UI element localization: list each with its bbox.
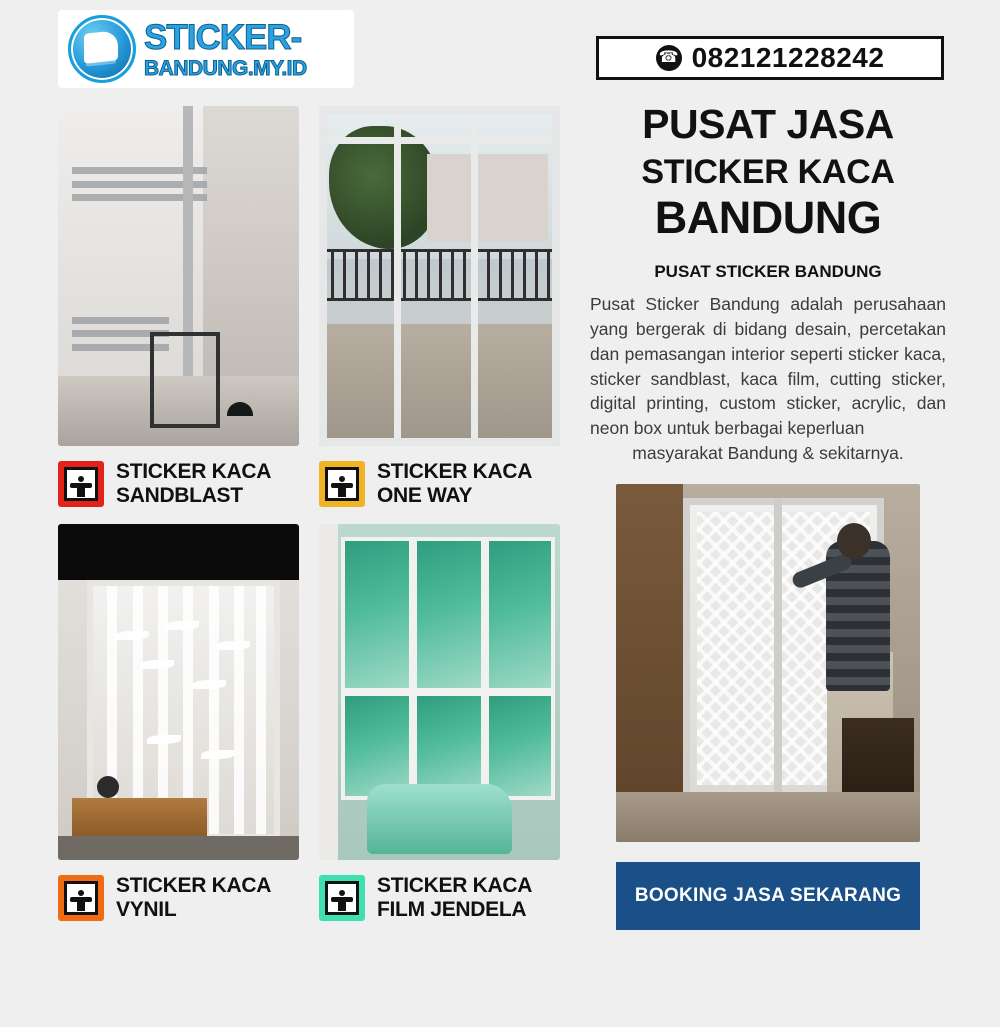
about-paragraph-last-line: masyarakat Bandung & sekitarnya. (632, 443, 904, 464)
service-title-line1: STICKER KACA (116, 874, 272, 898)
phone-number: 082121228242 (691, 42, 885, 73)
booking-cta-label: BOOKING JASA SEKARANG (634, 884, 902, 906)
service-caption (319, 874, 560, 922)
headline-line2: STICKER KACA (641, 153, 895, 191)
about-subheading: PUSAT STICKER BANDUNG (654, 262, 882, 281)
headline-line1: PUSAT JASA (642, 101, 894, 147)
window-installer-icon (58, 875, 104, 921)
service-grid (58, 106, 560, 938)
headline-line3: BANDUNG (654, 192, 882, 243)
booking-cta-button[interactable] (616, 862, 920, 930)
about-paragraph (588, 292, 948, 466)
service-caption (58, 460, 299, 508)
brand-logo[interactable] (58, 10, 354, 88)
service-title-line1: STICKER KACA (377, 460, 533, 484)
vynil-bamboo-window-photo (58, 524, 299, 860)
green-window-film-photo (319, 524, 560, 860)
service-card-sandblast[interactable] (58, 106, 299, 524)
service-title (377, 460, 532, 507)
right-column (588, 36, 948, 930)
service-title (116, 874, 271, 921)
service-title-line1: STICKER KACA (116, 460, 272, 484)
installer-applying-frosted-film-photo (616, 484, 920, 842)
window-installer-icon (319, 875, 365, 921)
one-way-sliding-door-photo (319, 106, 560, 446)
service-card-vynil[interactable] (58, 524, 299, 938)
window-installer-icon (58, 461, 104, 507)
brand-logo-line1: STICKER- (144, 17, 302, 57)
sandblast-glass-partition-photo (58, 106, 299, 446)
service-card-one-way[interactable] (319, 106, 560, 524)
left-column (58, 10, 560, 938)
service-title (116, 460, 271, 507)
phone-icon: ☎ (656, 45, 682, 71)
service-title-line2: ONE WAY (377, 484, 473, 507)
service-caption (319, 460, 560, 508)
water-drop-logo-icon (68, 15, 136, 83)
service-title-line1: STICKER KACA (377, 874, 533, 898)
service-title-line2: VYNIL (116, 898, 177, 921)
service-title (377, 874, 532, 921)
service-title-line2: FILM JENDELA (377, 898, 527, 921)
window-installer-icon (319, 461, 365, 507)
brand-logo-text (144, 17, 307, 80)
about-paragraph-text: Pusat Sticker Bandung adalah perusahaan yang bergerak di bidang desain, percetakan dan pemasangan interior seperti sticker kaca, sticker sandblast, kaca film, cutting sticker, digital printing, custom sticker, acrylic, dan neon box untuk berbagai keperluan (590, 294, 946, 439)
service-caption (58, 874, 299, 922)
service-card-film-jendela[interactable] (319, 524, 560, 938)
brand-logo-line2: BANDUNG.MY.ID (144, 56, 307, 80)
service-title-line2: SANDBLAST (116, 484, 243, 507)
phone-contact-box[interactable] (596, 36, 944, 80)
